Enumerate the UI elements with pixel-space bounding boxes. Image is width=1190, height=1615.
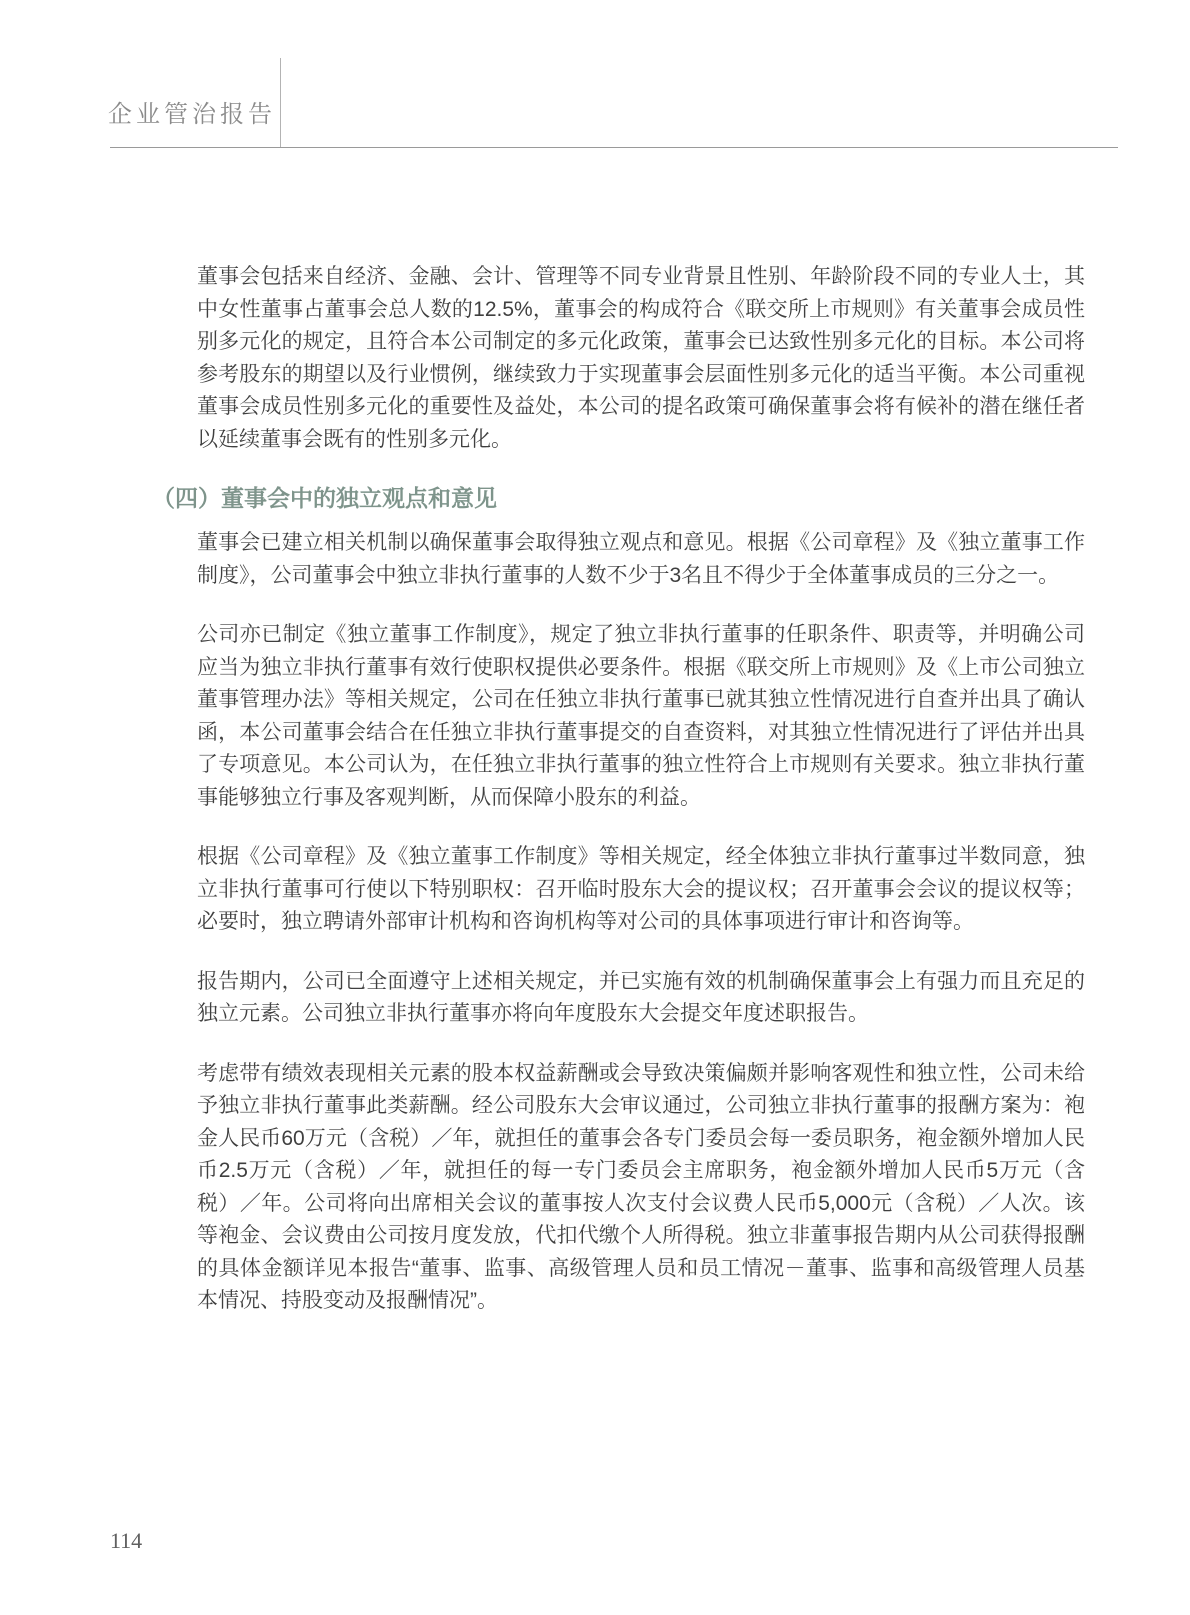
- section-heading-independent-views: （四）董事会中的独立观点和意见: [152, 485, 497, 511]
- paragraph-board-diversity: 董事会包括来自经济、金融、会计、管理等不同专业背景且性别、年龄阶段不同的专业人士，其中女性董事占董事会总人数的12.5%，董事会的构成符合《联交所上市规则》有关董事会成员性别多元化的规定，且符合本公司制定的多元化政策，董事会已达致性别多元化的目标。本公司将参考股东的期望以及行业惯例，继续致力于实现董事会层面性别多元化的适当平衡。本公司重视董事会成员性别多元化的重要性及益处，本公司的提名政策可确保董事会将有候补的潜在继任者以延续董事会既有的性别多元化。: [197, 265, 1085, 451]
- paragraph-reporting-period-compliance: 报告期内，公司已全面遵守上述相关规定，并已实施有效的机制确保董事会上有强力而且充足的独立元素。公司独立非执行董事亦将向年度股东大会提交年度述职报告。: [197, 969, 1085, 1025]
- document-body: [152, 261, 1085, 1345]
- page-number: 114: [110, 1528, 143, 1553]
- page-header-title: 企业管治报告: [108, 101, 276, 128]
- paragraph-independent-director-system: 公司亦已制定《独立董事工作制度》，规定了独立非执行董事的任职条件、职责等，并明确公司应当为独立非执行董事有效行使职权提供必要条件。根据《联交所上市规则》及《上市公司独立董事管理办法》等相关规定，公司在任独立非执行董事已就其独立性情况进行自查并出具了确认函，本公司董事会结合在任独立非执行董事提交的自查资料，对其独立性情况进行了评估并出具了专项意见。本公司认为，在任独立非执行董事的独立性符合上市规则有关要求。独立非执行董事能够独立行事及客观判断，从而保障小股东的利益。: [197, 623, 1085, 809]
- header-horizontal-rule: [110, 147, 1118, 148]
- paragraph-independence-mechanism: 董事会已建立相关机制以确保董事会取得独立观点和意见。根据《公司章程》及《独立董事工作制度》，公司董事会中独立非执行董事的人数不少于3名且不得少于全体董事成员的三分之一。: [197, 531, 1085, 587]
- header-vertical-divider: [280, 58, 281, 148]
- paragraph-remuneration-scheme: 考虑带有绩效表现相关元素的股本权益薪酬或会导致决策偏颇并影响客观性和独立性，公司未给予独立非执行董事此类薪酬。经公司股东大会审议通过，公司独立非执行董事的报酬方案为：袍金人民币60万元（含税）／年，就担任的董事会各专门委员会每一委员职务，袍金额外增加人民币2.5万元（含税）／年，就担任的每一专门委员会主席职务，袍金额外增加人民币5万元（含税）／年。公司将向出席相关会议的董事按人次支付会议费人民币5,000元（含税）／人次。该等袍金、会议费由公司按月度发放，代扣代缴个人所得税。独立非董事报告期内从公司获得报酬的具体金额详见本报告“董事、监事、高级管理人员和员工情况－董事、监事和高级管理人员基本情况、持股变动及报酬情况”。: [197, 1061, 1085, 1312]
- paragraph-special-powers: 根据《公司章程》及《独立董事工作制度》等相关规定，经全体独立非执行董事过半数同意，独立非执行董事可行使以下特别职权：召开临时股东大会的提议权；召开董事会会议的提议权等；必要时，独立聘请外部审计机构和咨询机构等对公司的具体事项进行审计和咨询等。: [197, 845, 1085, 933]
